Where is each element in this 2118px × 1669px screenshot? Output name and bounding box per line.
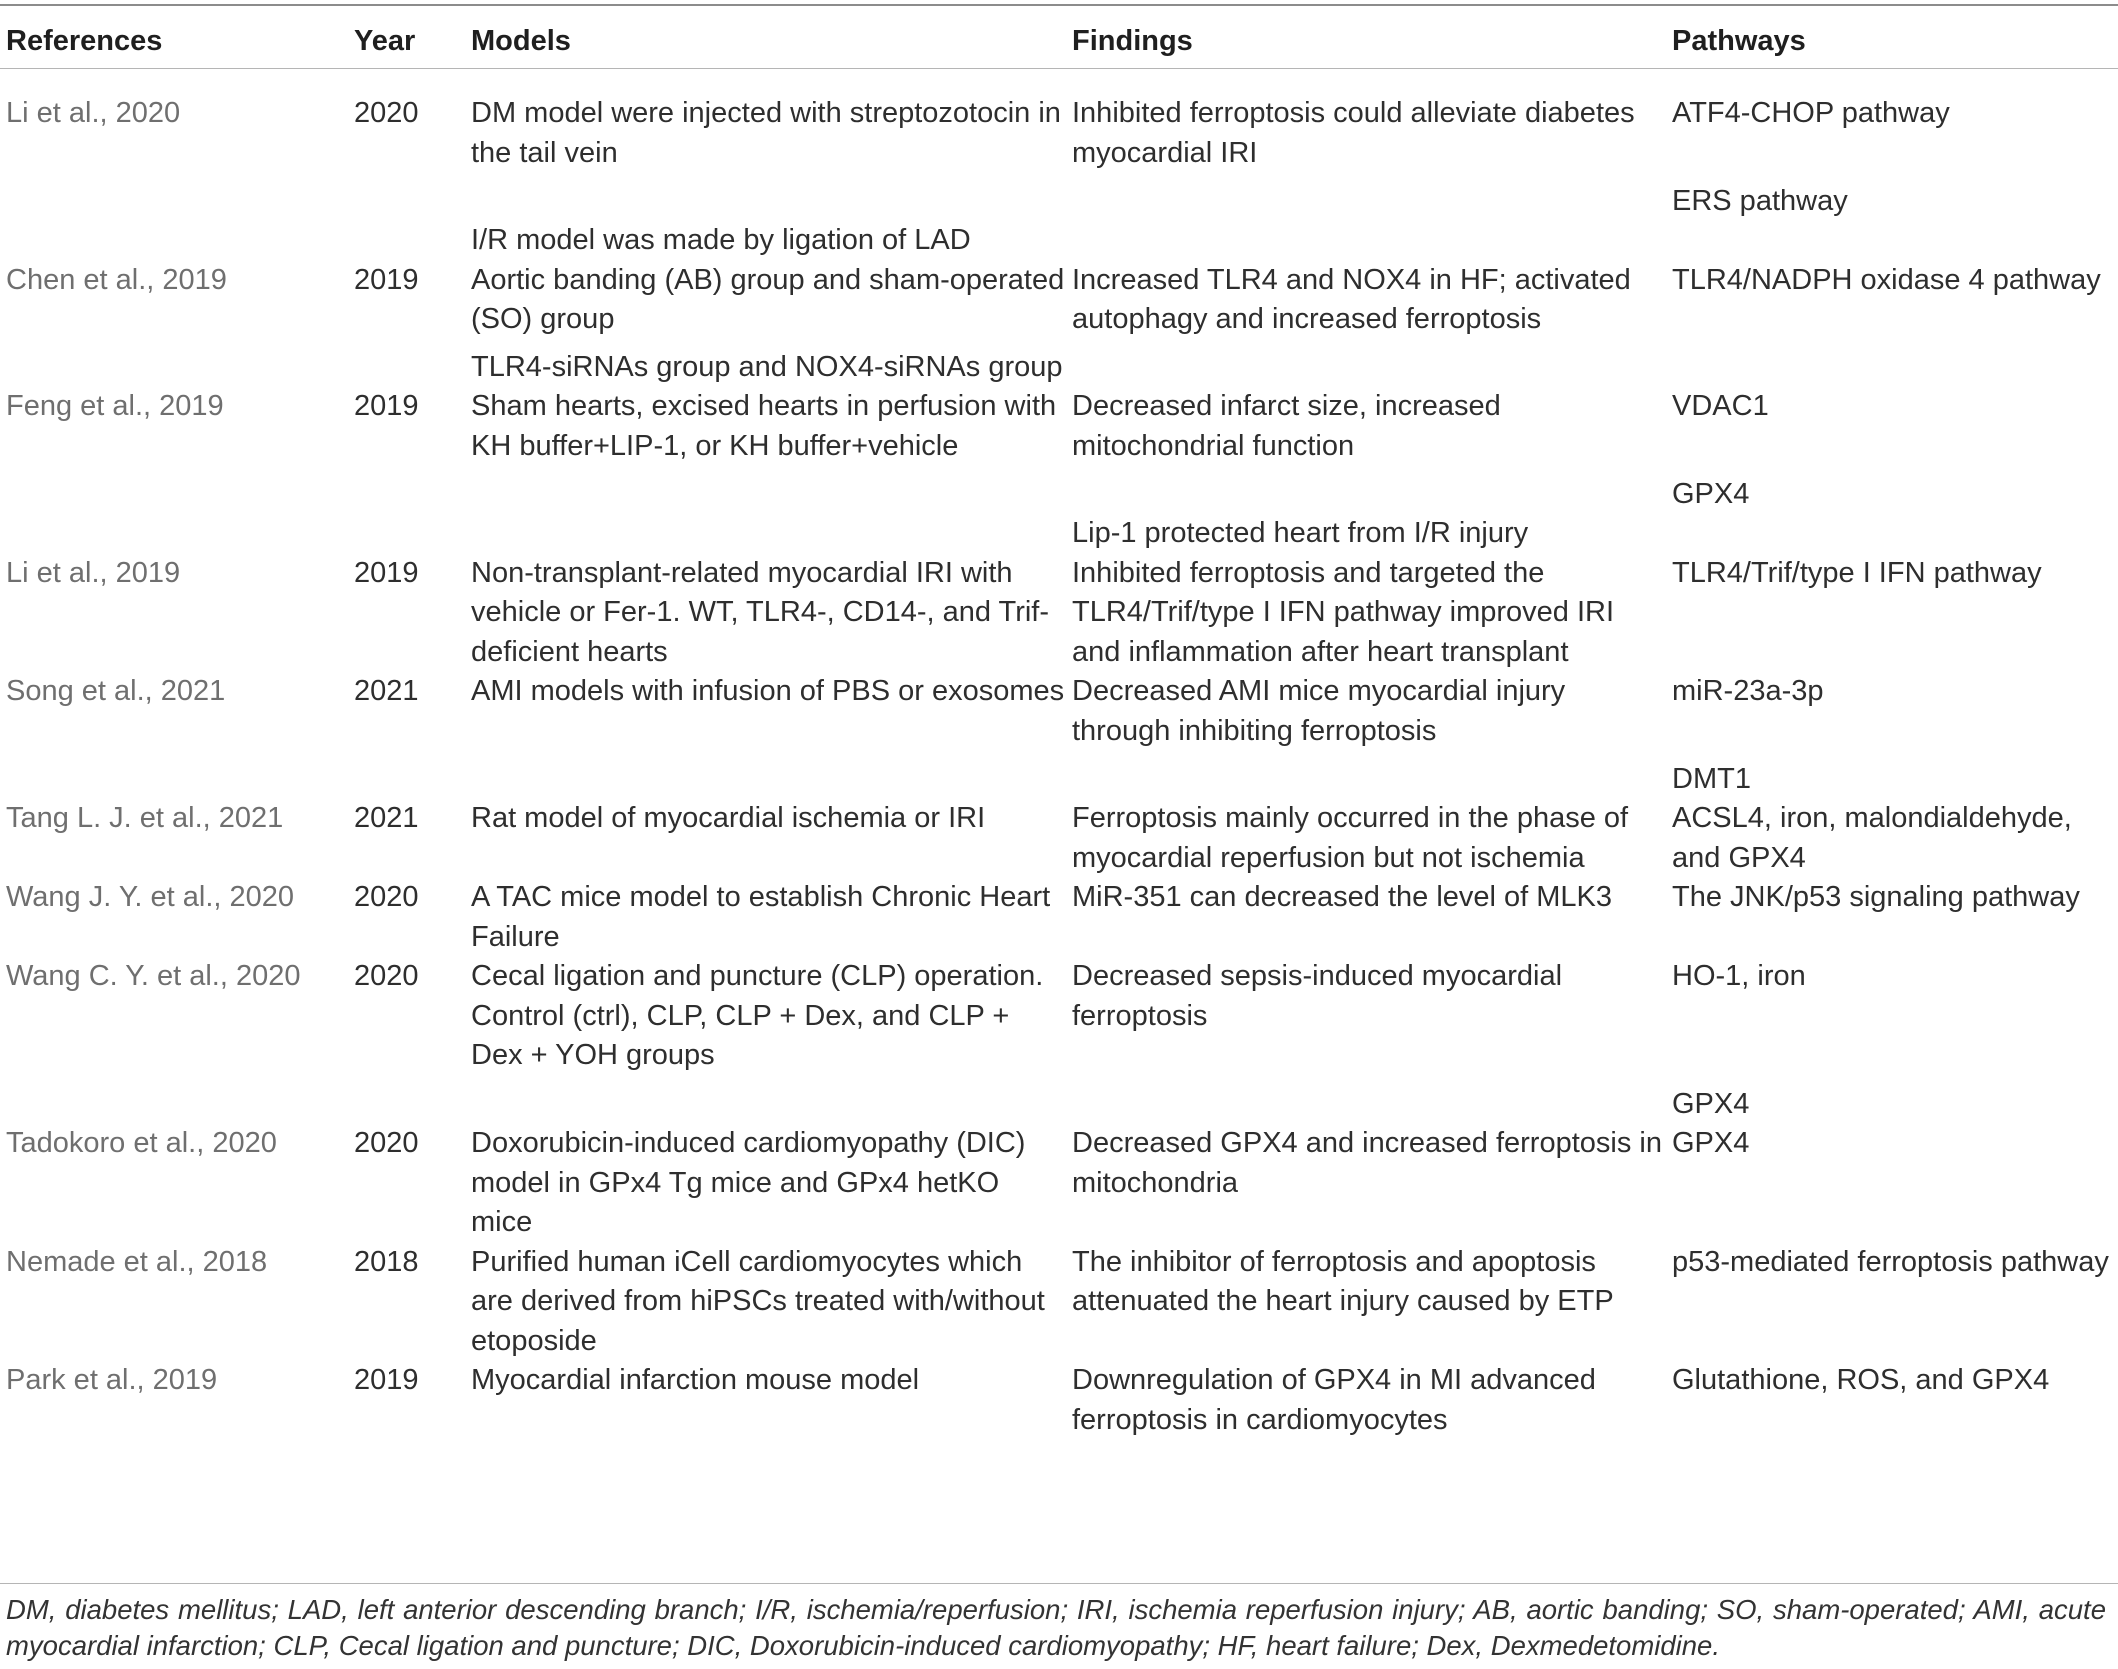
- cell-reference: Tang L. J. et al., 2021: [6, 802, 284, 834]
- cell-year: 2021: [354, 675, 419, 707]
- cell-findings: [1066, 70, 1666, 261]
- pathways-text: GPX4: [1672, 1127, 1750, 1159]
- cell-reference: Li et al., 2020: [6, 97, 181, 129]
- cell-year: 2020: [354, 881, 419, 913]
- cell-findings: [1066, 672, 1666, 799]
- cell-models: [465, 1124, 1066, 1243]
- pathways-text: ATF4-CHOP pathway: [1672, 97, 1950, 129]
- table-row: [0, 957, 2118, 1124]
- models-text: Purified human iCell cardiomyocytes which are derived from hiPSCs treated with/without etoposide: [471, 1245, 1045, 1357]
- findings-text: Inhibited ferroptosis could alleviate diabetes myocardial IRI: [1072, 97, 1635, 169]
- cell-reference: Wang J. Y. et al., 2020: [6, 881, 295, 913]
- cell-findings: [1066, 1243, 1666, 1362]
- table-footnote: DM, diabetes mellitus; LAD, left anterior descending branch; I/R, ischemia/reperfusion; IRI, ischemia reperfusion injury; AB, aortic banding; SO, sham-operated; AMI, acute myocardial infarction; CLP, Cecal ligation and puncture; DIC, Doxorubicin-induced cardiomyopathy; HF, heart failure; Dex, Dexmedetomidine.: [6, 1594, 2106, 1661]
- header-references: References: [6, 25, 163, 57]
- table-header-row: [0, 18, 2118, 70]
- models-text: Sham hearts, excised hearts in perfusion with KH buffer+LIP-1, or KH buffer+vehicle: [471, 390, 1057, 462]
- models-text: TLR4-siRNAs group and NOX4-siRNAs group: [471, 350, 1063, 383]
- models-text: Cecal ligation and puncture (CLP) operation. Control (ctrl), CLP, CLP + Dex, and CLP + Dex + YOH groups: [471, 960, 1044, 1071]
- cell-models: [465, 878, 1066, 957]
- cell-models: [465, 672, 1066, 799]
- cell-pathways: [1666, 1361, 2118, 1440]
- models-text: Aortic banding (AB) group and sham-operated (SO) group: [471, 263, 1065, 335]
- cell-reference: Nemade et al., 2018: [6, 1245, 268, 1278]
- pathways-text: miR-23a-3p: [1672, 675, 1824, 707]
- cell-findings: [1066, 1124, 1666, 1243]
- cell-models: [465, 387, 1066, 554]
- pathways-text: ERS pathway: [1672, 184, 1848, 217]
- pathways-text: ACSL4, iron, malondialdehyde, and GPX4: [1672, 802, 2072, 874]
- pathways-text: GPX4: [1672, 1087, 1750, 1120]
- header-models: Models: [471, 25, 571, 57]
- header-year: Year: [354, 25, 416, 57]
- models-text: DM model were injected with streptozotocin in the tail vein: [471, 97, 1061, 169]
- cell-year: 2019: [354, 263, 419, 296]
- table-row: [0, 799, 2118, 878]
- table-row: [0, 70, 2118, 261]
- cell-findings: [1066, 799, 1666, 878]
- cell-findings: [1066, 878, 1666, 957]
- table-bottom-rule: [0, 1583, 2118, 1584]
- table-row: [0, 387, 2118, 554]
- models-text: Non-transplant-related myocardial IRI with vehicle or Fer-1. WT, TLR4-, CD14-, and Trif-deficient hearts: [471, 556, 1050, 668]
- cell-pathways: [1666, 554, 2118, 673]
- cell-pathways: [1666, 1124, 2118, 1243]
- cell-year: 2019: [354, 556, 419, 589]
- table-row: [0, 261, 2118, 388]
- pathways-text: GPX4: [1672, 477, 1750, 510]
- cell-reference: Feng et al., 2019: [6, 390, 224, 422]
- models-text: Doxorubicin-induced cardiomyopathy (DIC) model in GPx4 Tg mice and GPx4 hetKO mice: [471, 1127, 1026, 1238]
- findings-text: Ferroptosis mainly occurred in the phase of myocardial reperfusion but not ischemia: [1072, 802, 1629, 874]
- findings-text: Increased TLR4 and NOX4 in HF; activated autophagy and increased ferroptosis: [1072, 263, 1631, 335]
- header-findings: Findings: [1072, 25, 1193, 57]
- cell-findings: [1066, 261, 1666, 388]
- pathways-text: TLR4/NADPH oxidase 4 pathway: [1672, 263, 2101, 296]
- findings-text: Decreased GPX4 and increased ferroptosis in mitochondria: [1072, 1127, 1662, 1199]
- table-row: [0, 554, 2118, 673]
- cell-models: [465, 554, 1066, 673]
- findings-text: Decreased AMI mice myocardial injury through inhibiting ferroptosis: [1072, 675, 1566, 747]
- cell-reference: Li et al., 2019: [6, 556, 181, 589]
- table-top-rule: [0, 4, 2118, 6]
- header-pathways: Pathways: [1672, 25, 1806, 57]
- cell-pathways: [1666, 387, 2118, 554]
- cell-year: 2020: [354, 97, 419, 129]
- cell-pathways: [1666, 799, 2118, 878]
- cell-year: 2019: [354, 1364, 419, 1396]
- cell-models: [465, 1243, 1066, 1362]
- cell-models: [465, 261, 1066, 388]
- pathways-text: TLR4/Trif/type I IFN pathway: [1672, 556, 2042, 589]
- cell-reference: Chen et al., 2019: [6, 263, 227, 296]
- findings-text: Lip-1 protected heart from I/R injury: [1072, 517, 1529, 549]
- cell-reference: Wang C. Y. et al., 2020: [6, 960, 301, 992]
- cell-pathways: [1666, 878, 2118, 957]
- table-row: [0, 1361, 2118, 1440]
- cell-models: [465, 957, 1066, 1124]
- table-row: [0, 1124, 2118, 1243]
- findings-text: Inhibited ferroptosis and targeted the TLR4/Trif/type I IFN pathway improved IRI and inflammation after heart transplant: [1072, 556, 1615, 668]
- pathways-text: HO-1, iron: [1672, 960, 1806, 992]
- findings-table: [0, 18, 2118, 1440]
- findings-text: The inhibitor of ferroptosis and apoptosis attenuated the heart injury caused by ETP: [1072, 1245, 1614, 1317]
- findings-text: Decreased sepsis-induced myocardial ferroptosis: [1072, 960, 1563, 1032]
- models-text: Myocardial infarction mouse model: [471, 1364, 920, 1396]
- cell-models: [465, 1361, 1066, 1440]
- table-row: [0, 672, 2118, 799]
- cell-reference: Tadokoro et al., 2020: [6, 1127, 277, 1159]
- cell-pathways: [1666, 957, 2118, 1124]
- findings-text: Decreased infarct size, increased mitochondrial function: [1072, 390, 1501, 462]
- cell-models: [465, 70, 1066, 261]
- cell-pathways: [1666, 70, 2118, 261]
- pathways-text: DMT1: [1672, 762, 1751, 795]
- cell-year: 2020: [354, 1127, 419, 1159]
- models-text: Rat model of myocardial ischemia or IRI: [471, 802, 986, 834]
- cell-pathways: [1666, 1243, 2118, 1362]
- findings-text: Downregulation of GPX4 in MI advanced ferroptosis in cardiomyocytes: [1072, 1364, 1596, 1436]
- cell-pathways: [1666, 261, 2118, 388]
- cell-year: 2021: [354, 802, 419, 834]
- cell-pathways: [1666, 672, 2118, 799]
- cell-findings: [1066, 957, 1666, 1124]
- findings-text: MiR-351 can decreased the level of MLK3: [1072, 881, 1613, 913]
- cell-reference: Park et al., 2019: [6, 1364, 218, 1396]
- table-row: [0, 878, 2118, 957]
- cell-findings: [1066, 554, 1666, 673]
- cell-reference: Song et al., 2021: [6, 675, 226, 707]
- models-text: AMI models with infusion of PBS or exosomes: [471, 675, 1065, 707]
- cell-models: [465, 799, 1066, 878]
- cell-year: 2020: [354, 960, 419, 992]
- pathways-text: Glutathione, ROS, and GPX4: [1672, 1364, 2050, 1396]
- pathways-text: VDAC1: [1672, 390, 1769, 422]
- models-text: A TAC mice model to establish Chronic Heart Failure: [471, 881, 1051, 953]
- cell-findings: [1066, 1361, 1666, 1440]
- table-row: [0, 1243, 2118, 1362]
- cell-year: 2019: [354, 390, 419, 422]
- cell-year: 2018: [354, 1245, 419, 1278]
- pathways-text: The JNK/p53 signaling pathway: [1672, 881, 2080, 913]
- cell-findings: [1066, 387, 1666, 554]
- pathways-text: p53-mediated ferroptosis pathway: [1672, 1245, 2109, 1278]
- models-text: I/R model was made by ligation of LAD: [471, 224, 971, 256]
